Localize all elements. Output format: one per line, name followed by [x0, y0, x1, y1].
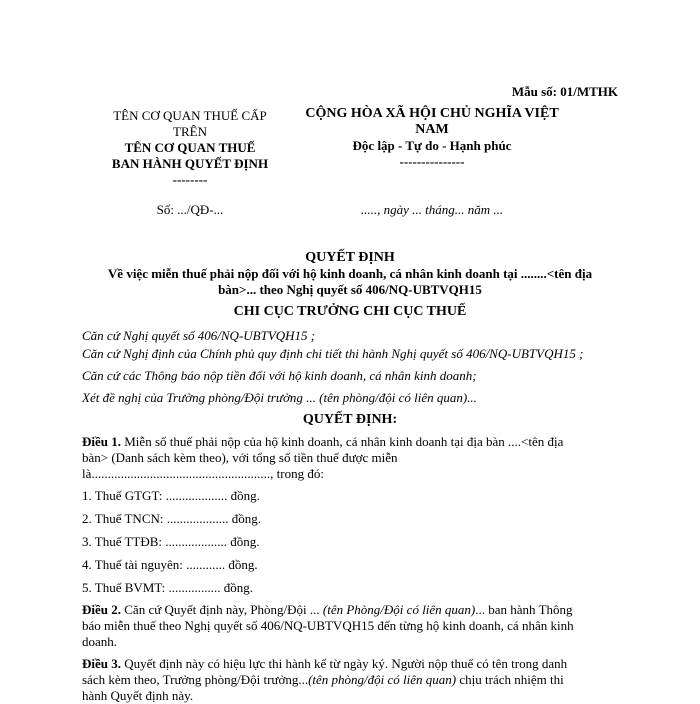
article3-line2-part1: sách kèm theo, Trưởng phòng/Đội trưởng...	[82, 672, 309, 687]
article2-italic: (tên Phòng/Đội có liên quan)	[322, 602, 476, 617]
decision-heading: QUYẾT ĐỊNH:	[302, 412, 398, 427]
article2-part3: ... ban hành Thông	[475, 602, 573, 617]
article2-part1: Căn cứ Quyết định này, Phòng/Đội ...	[121, 602, 323, 617]
issuing-agency-line1: TÊN CƠ QUAN THUẾ	[124, 140, 256, 155]
tax-item-pit: 2. Thuế TNCN: ................... đồng.	[82, 511, 261, 526]
issuing-authority-title: CHI CỤC TRƯỞNG CHI CỤC THUẾ	[233, 304, 467, 319]
decision-number: Số: .../QĐ-...	[156, 202, 224, 217]
legal-basis-3: Căn cứ các Thông báo nộp tiền đối với hộ kinh doanh, cá nhân kinh doanh;	[82, 368, 477, 383]
article2-line3: doanh.	[82, 634, 118, 649]
article3-line2-italic: (tên phòng/đội có liên quan)	[308, 672, 457, 687]
article3-label: Điều 3.	[82, 656, 121, 671]
article1-line1	[82, 434, 622, 450]
article1-text-line1: Miễn số thuế phải nộp của hộ kinh doanh, cá nhân kinh doanh tại địa bàn ....<tên địa	[121, 434, 564, 449]
subject-line1: Về việc miễn thuế phải nộp đối với hộ kinh doanh, cá nhân kinh doanh tại ........<tên địa	[107, 266, 593, 281]
legal-basis-1: Căn cứ Nghị quyết số 406/NQ-UBTVQH15 ;	[82, 328, 316, 343]
issuing-agency-block	[90, 108, 290, 188]
issuing-agency-line2: BAN HÀNH QUYẾT ĐỊNH	[111, 156, 269, 171]
article1-line2: bàn> (Danh sách kèm theo), với tổng số tiền thuế được miễn	[82, 450, 398, 465]
tax-item-resource: 4. Thuế tài nguyên: ............ đồng.	[82, 557, 258, 572]
decision-date: ....., ngày ... tháng... năm ...	[360, 202, 504, 217]
article3-line3: hành Quyết định này.	[82, 688, 194, 703]
tax-item-environmental: 5. Thuế BVMT: ................ đồng.	[82, 580, 253, 595]
right-header-dashes: ---------------	[399, 154, 465, 169]
article2-line1	[82, 602, 622, 618]
tax-item-special-consumption: 3. Thuế TTĐB: ................... đồng.	[82, 534, 260, 549]
article3-line1	[82, 656, 622, 672]
article2-line2: báo miễn thuế theo Nghị quyết số 406/NQ-UBTVQH15 đến từng hộ kinh doanh, cá nhân kinh	[82, 618, 574, 633]
article1-line3: là......................................................., trong đó:	[82, 466, 324, 481]
article3-line2-part3: chịu trách nhiệm thi	[456, 672, 564, 687]
form-code: Mẫu số: 01/MTHK	[511, 84, 618, 99]
parent-agency-line2: TRÊN	[173, 124, 207, 139]
article3-text-line1: Quyết định này có hiệu lực thi hành kể từ ngày ký. Người nộp thuế có tên trong danh	[121, 656, 568, 671]
tax-item-vat: 1. Thuế GTGT: ................... đồng.	[82, 488, 260, 503]
parent-agency-line1: TÊN CƠ QUAN THUẾ CẤP	[113, 108, 267, 123]
left-header-dashes: --------	[172, 172, 208, 187]
article2-label: Điều 2.	[82, 602, 121, 617]
legal-basis-4: Xét đề nghị của Trưởng phòng/Đội trưởng ... (tên phòng/đội có liên quan)...	[82, 390, 477, 405]
national-name: CỘNG HÒA XÃ HỘI CHỦ NGHĨA VIỆT NAM	[305, 106, 559, 137]
subject-line2: bàn>... theo Nghị quyết số 406/NQ-UBTVQH15	[218, 282, 482, 297]
national-header-block	[292, 106, 572, 170]
legal-basis-2: Căn cứ Nghị định của Chính phủ quy định chi tiết thi hành Nghị quyết số 406/NQ-UBTVQH15 ;	[82, 346, 584, 361]
document-subject	[60, 266, 640, 298]
national-motto: Độc lập - Tự do - Hạnh phúc	[352, 138, 512, 153]
article3-line2	[82, 672, 622, 688]
document-title: QUYẾT ĐỊNH	[305, 250, 395, 265]
article1-label: Điều 1.	[82, 434, 121, 449]
